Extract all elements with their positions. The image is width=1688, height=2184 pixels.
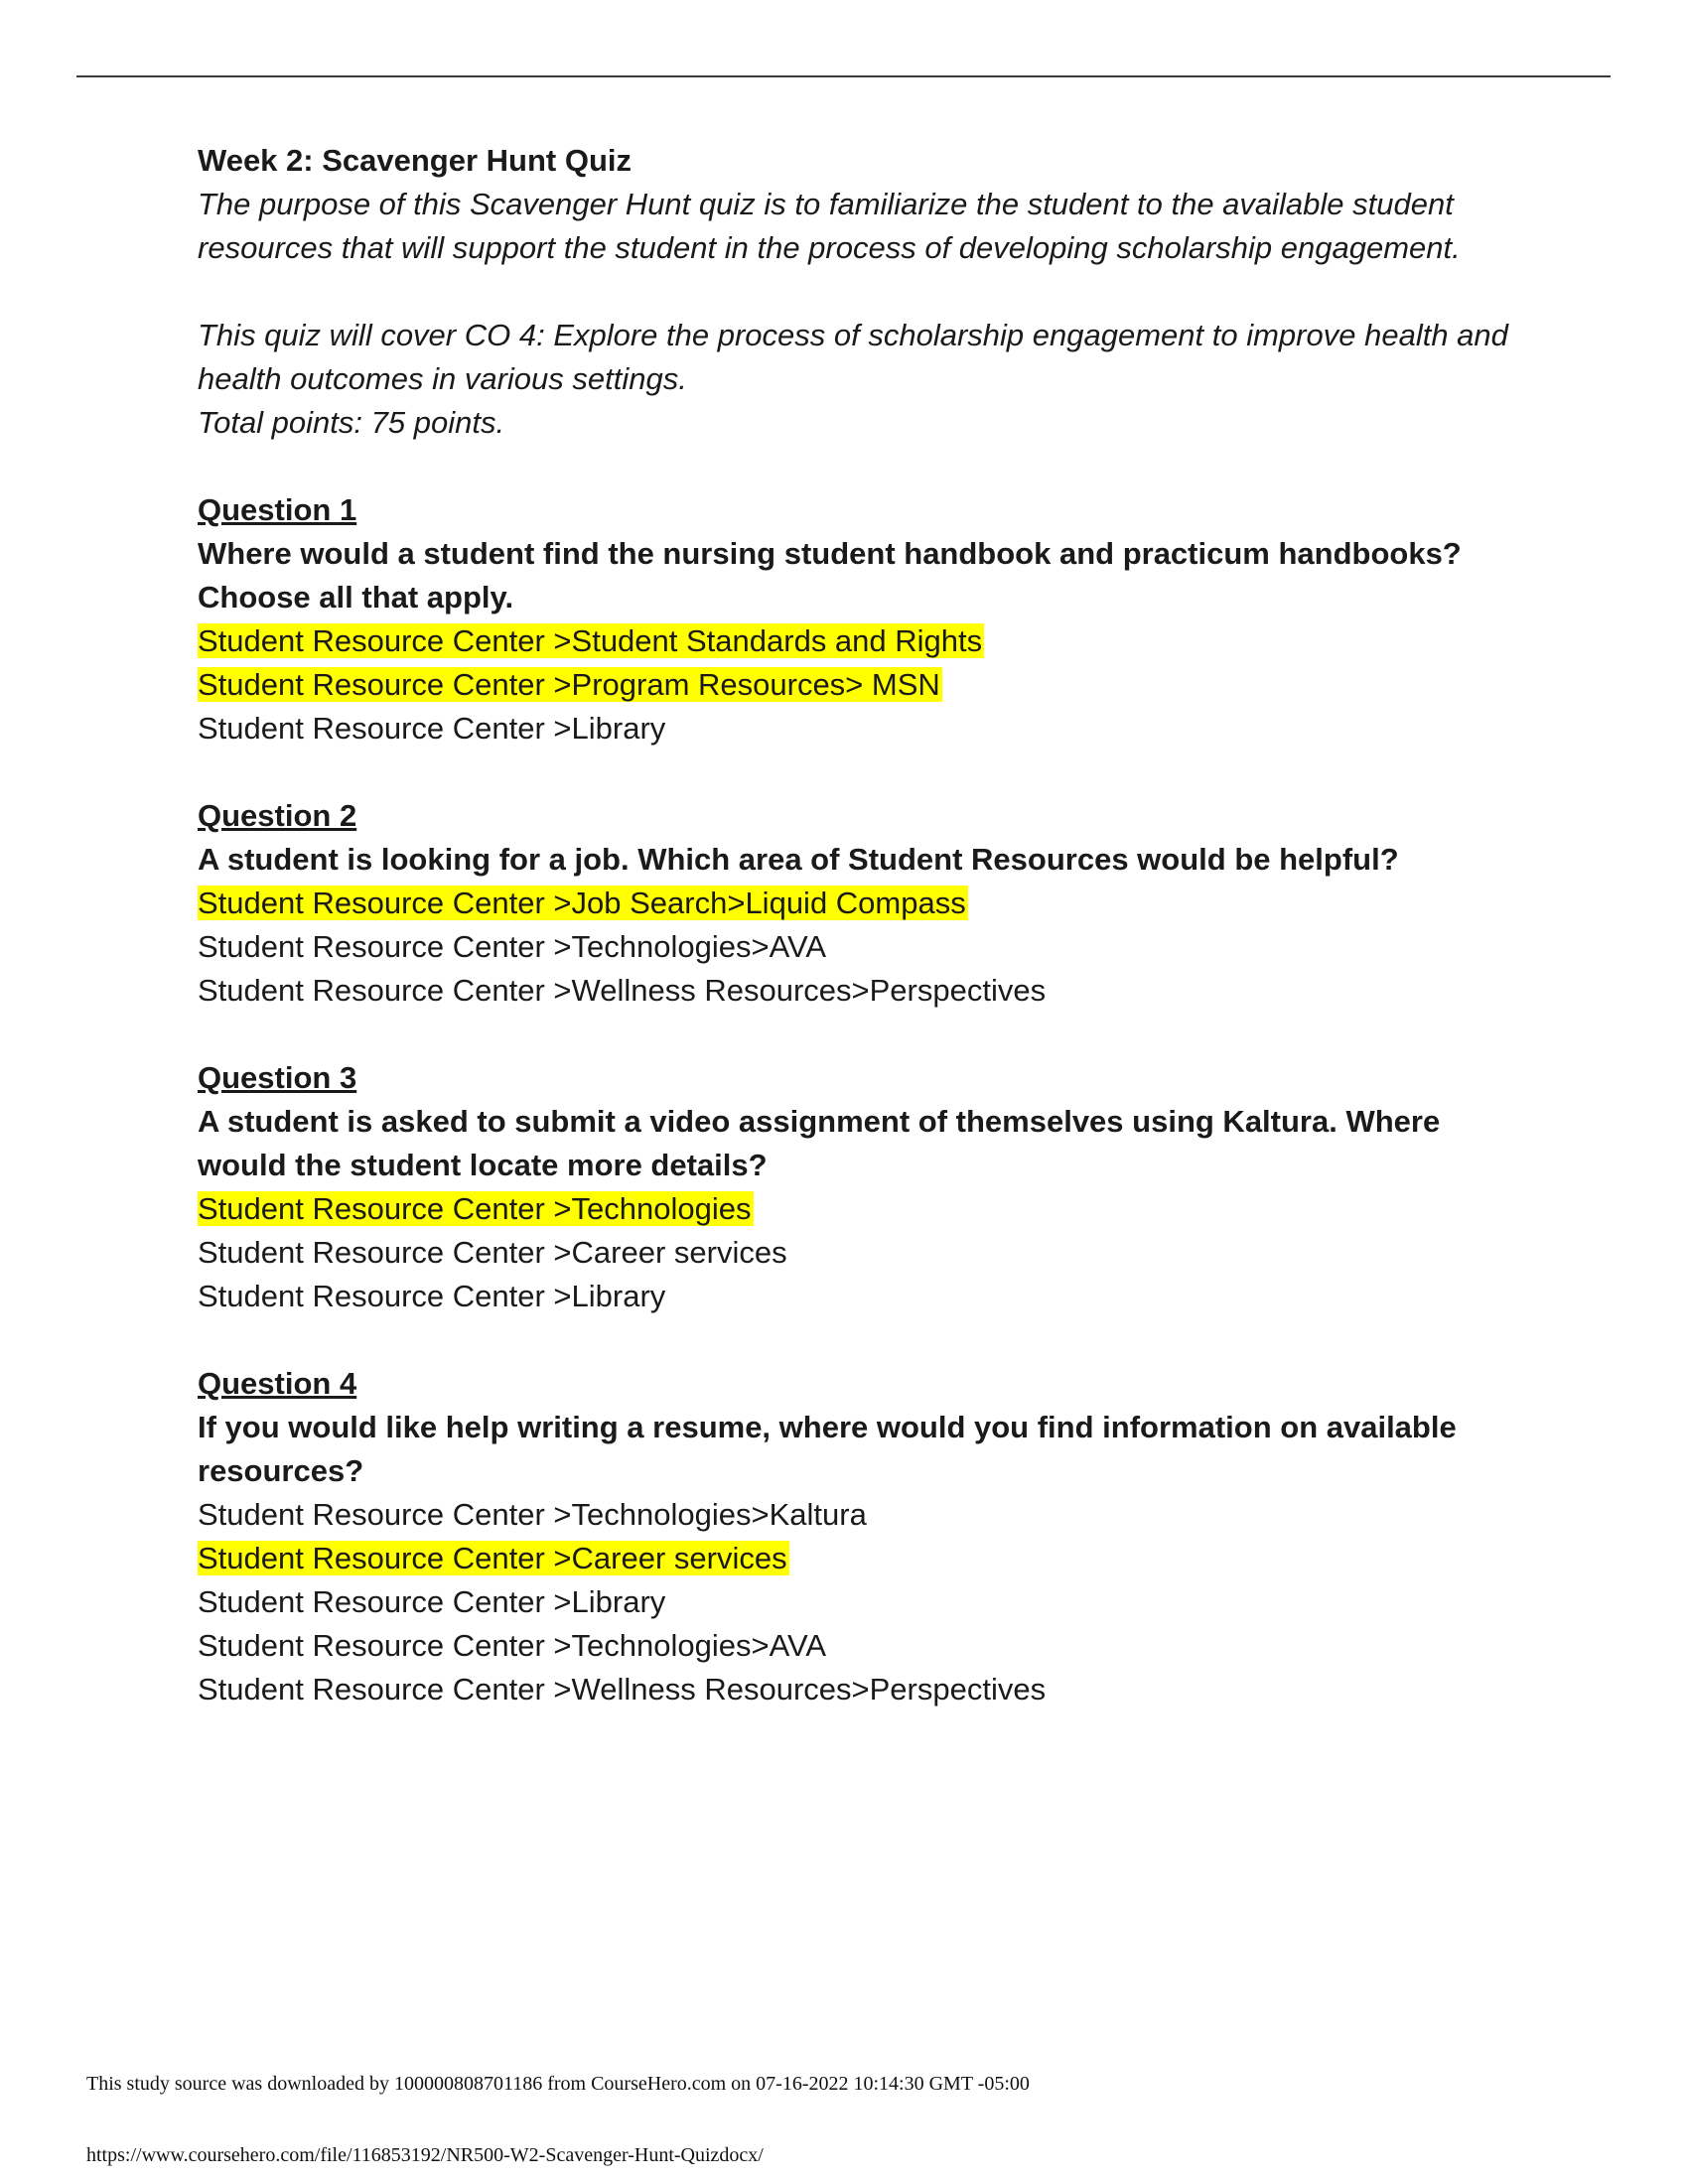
question-label: Question 4 <box>198 1366 357 1401</box>
spacer <box>198 445 1508 488</box>
answer-option <box>198 1187 1508 1231</box>
answer-option <box>198 1624 1508 1668</box>
answer-option <box>198 925 1508 969</box>
answer-option <box>198 882 1508 925</box>
answer-text: Student Resource Center >Library <box>198 1584 666 1619</box>
question-text: Where would a student find the nursing student handbook and practicum handbooks? Choose all that apply. <box>198 536 1462 614</box>
highlighted-answer: Student Resource Center >Job Search>Liquid Compass <box>198 886 966 920</box>
answer-option <box>198 663 1508 707</box>
spacer <box>198 270 1508 314</box>
answer-text: Student Resource Center >Library <box>198 711 666 746</box>
answer-text: Student Resource Center >Technologies>AVA <box>198 929 827 964</box>
answer-text: Student Resource Center >Technologies>AVA <box>198 1628 827 1663</box>
answer-option <box>198 707 1508 751</box>
highlighted-answer: Student Resource Center >Career services <box>198 1541 787 1575</box>
spacer <box>198 1013 1508 1056</box>
document-title: Week 2: Scavenger Hunt Quiz <box>198 143 632 178</box>
spacer <box>198 751 1508 794</box>
question-text: If you would like help writing a resume, where would you find information on available resources? <box>198 1410 1457 1488</box>
highlighted-answer: Student Resource Center >Program Resources> MSN <box>198 667 940 702</box>
question-2 <box>198 794 1508 1013</box>
question-label: Question 1 <box>198 492 357 527</box>
question-label: Question 2 <box>198 798 357 833</box>
highlighted-answer: Student Resource Center >Technologies <box>198 1191 752 1226</box>
spacer <box>198 1318 1508 1362</box>
answer-option <box>198 1580 1508 1624</box>
highlighted-answer: Student Resource Center >Student Standards and Rights <box>198 623 983 658</box>
top-divider <box>76 75 1611 77</box>
answer-text: Student Resource Center >Wellness Resources>Perspectives <box>198 973 1047 1008</box>
question-text: A student is looking for a job. Which area of Student Resources would be helpful? <box>198 842 1399 877</box>
answer-text: Student Resource Center >Wellness Resources>Perspectives <box>198 1672 1047 1706</box>
answer-option <box>198 1668 1508 1711</box>
document-body <box>198 139 1508 1711</box>
answer-option <box>198 619 1508 663</box>
question-4 <box>198 1362 1508 1711</box>
download-notice: This study source was downloaded by 100000808701186 from CourseHero.com on 07-16-2022 10:14:30 GMT -05:00 <box>86 2073 1030 2095</box>
question-1 <box>198 488 1508 751</box>
answer-option <box>198 1493 1508 1537</box>
intro-paragraph: The purpose of this Scavenger Hunt quiz is to familiarize the student to the available student resources that will support the student in the process of developing scholarship engagement. <box>198 187 1461 265</box>
answer-option <box>198 1231 1508 1275</box>
answer-text: Student Resource Center >Career services <box>198 1235 787 1270</box>
answer-option <box>198 1537 1508 1580</box>
answer-text: Student Resource Center >Library <box>198 1279 666 1313</box>
coverage-paragraph: This quiz will cover CO 4: Explore the process of scholarship engagement to improve health and health outcomes in various settings. <box>198 318 1508 396</box>
total-points: Total points: 75 points. <box>198 405 505 440</box>
answer-text: Student Resource Center >Technologies>Kaltura <box>198 1497 867 1532</box>
source-url[interactable]: https://www.coursehero.com/file/116853192/NR500-W2-Scavenger-Hunt-Quizdocx/ <box>86 2144 764 2166</box>
question-3 <box>198 1056 1508 1318</box>
answer-option <box>198 1275 1508 1318</box>
question-text: A student is asked to submit a video assignment of themselves using Kaltura. Where would the student locate more details? <box>198 1104 1441 1182</box>
answer-option <box>198 969 1508 1013</box>
question-label: Question 3 <box>198 1060 357 1095</box>
